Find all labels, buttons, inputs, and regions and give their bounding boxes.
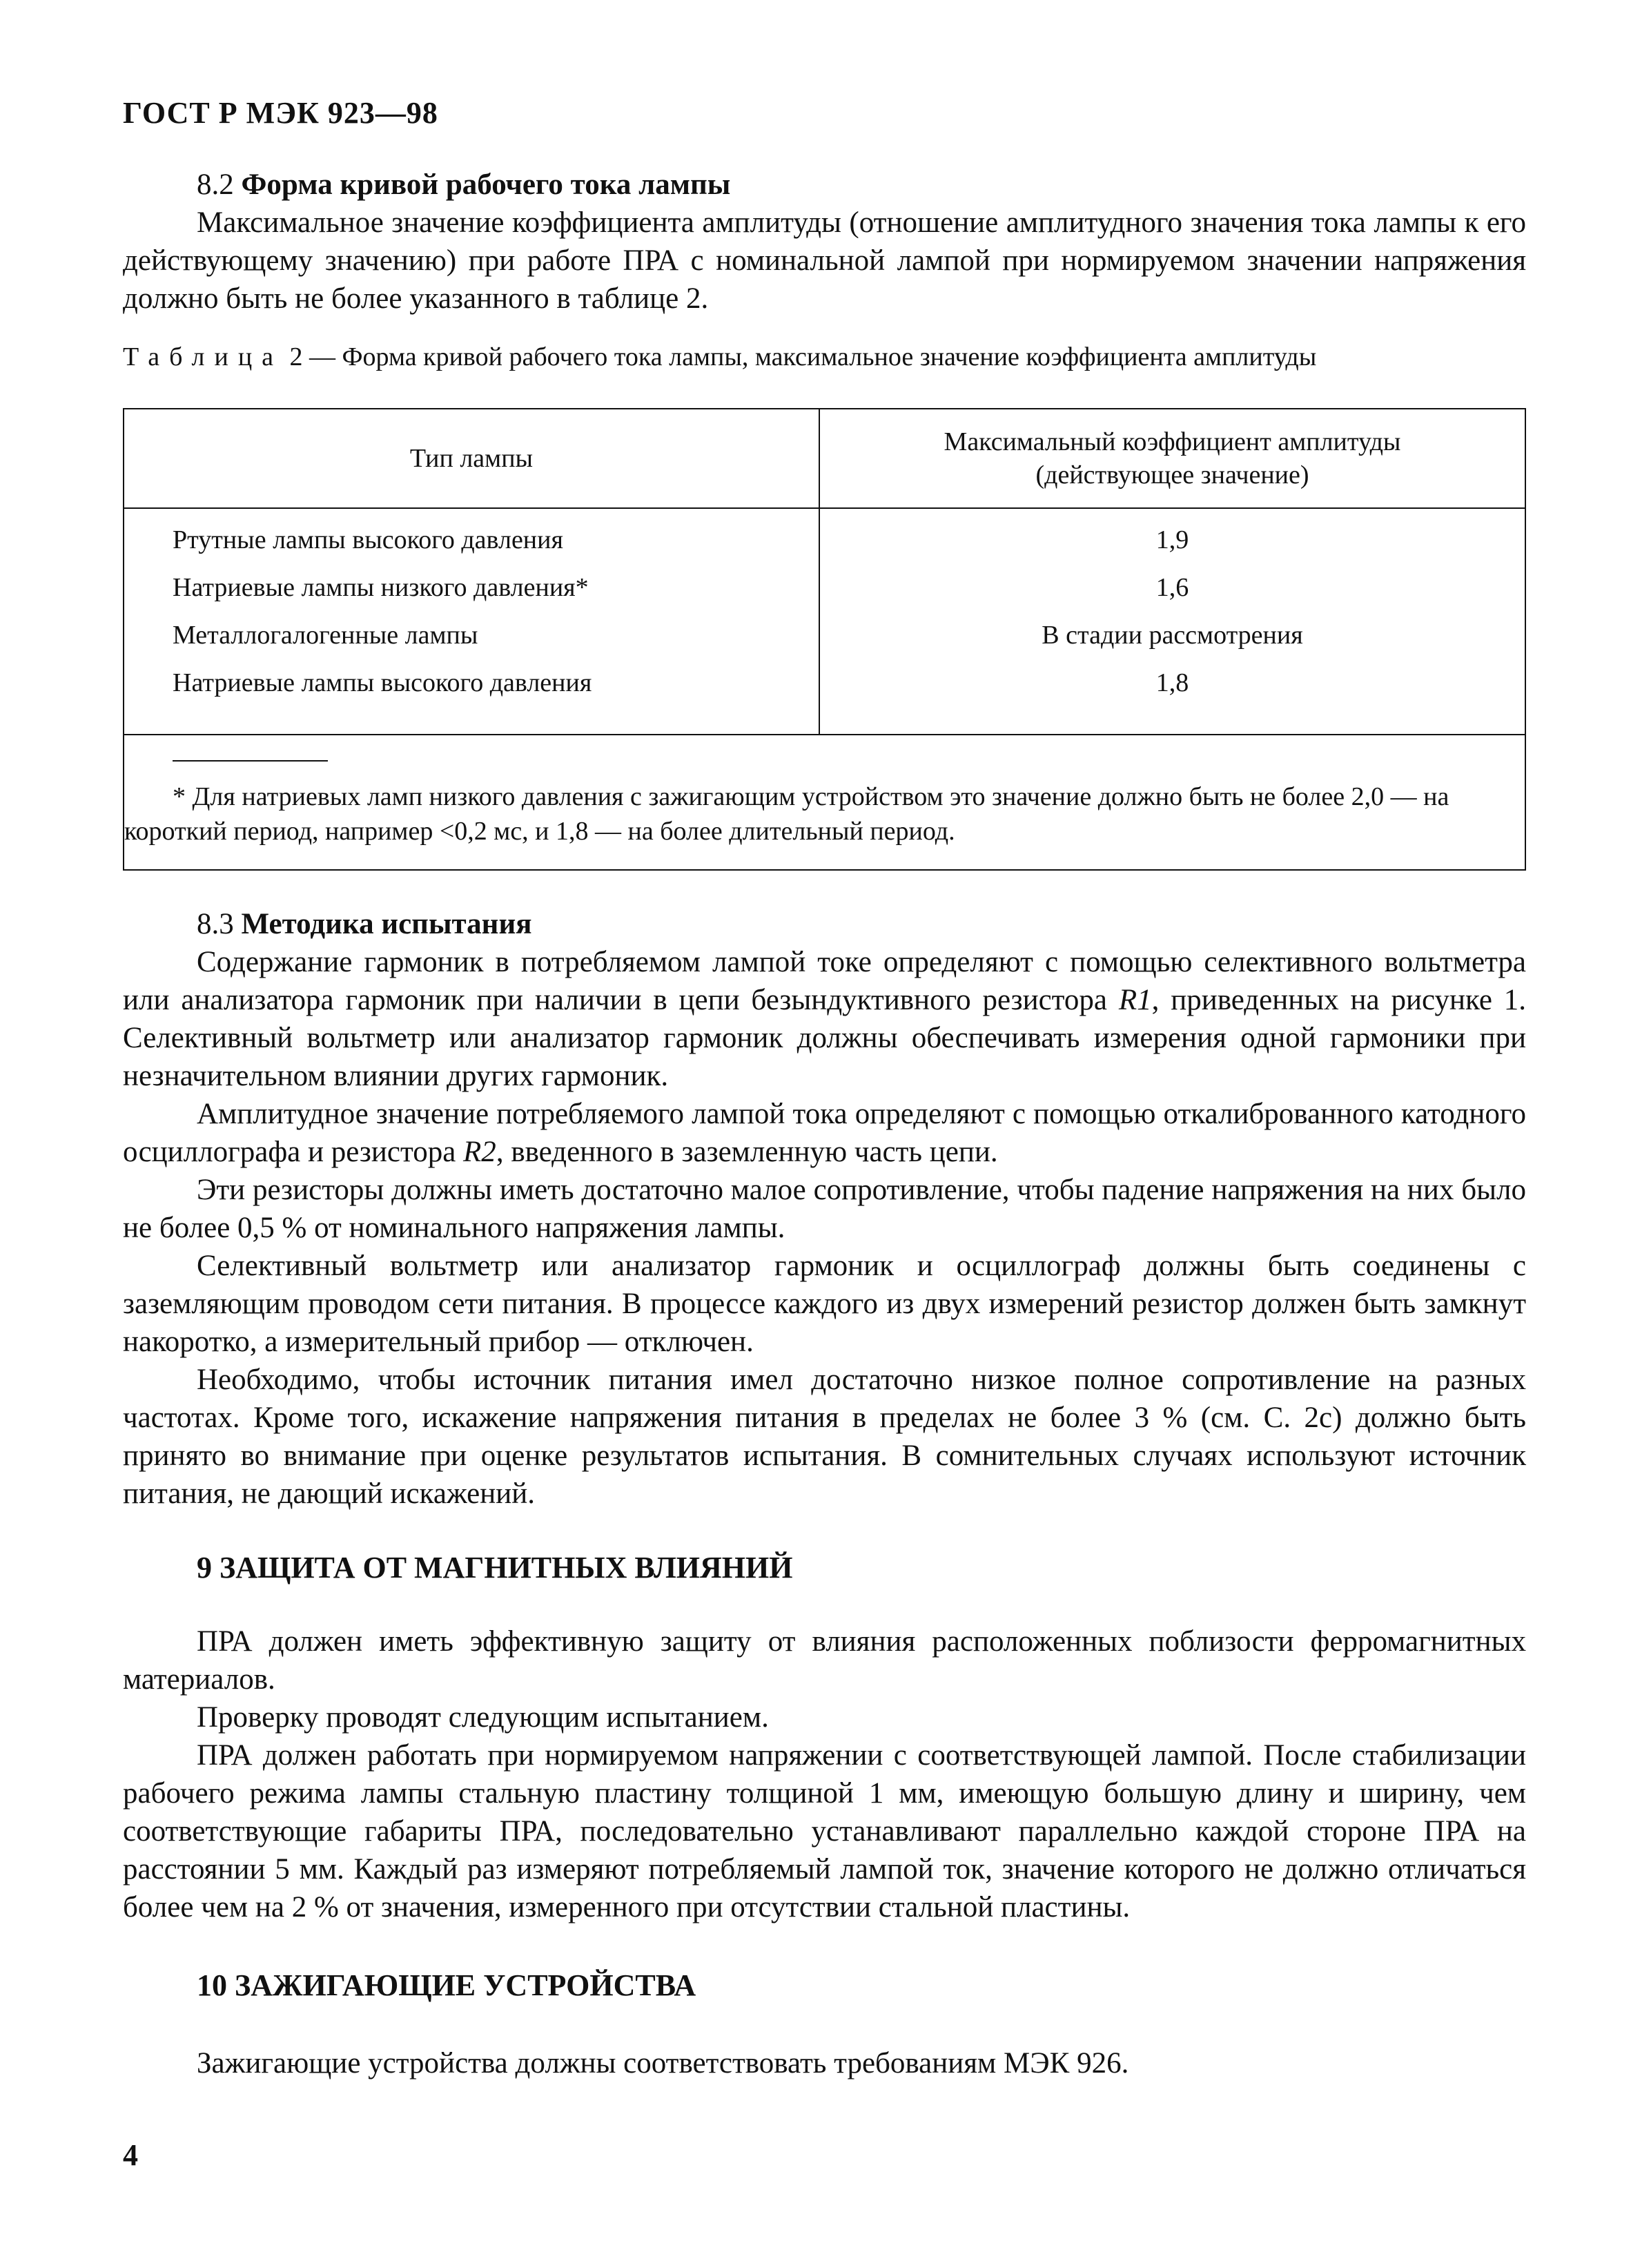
paragraph-8-3-3: Эти резисторы должны иметь достаточно малое сопротивление, чтобы падение напряжения на них было не более 0,5 % от номинального напряжения лампы. — [123, 1174, 1526, 1244]
paragraph-8-3-1 — [123, 943, 1526, 1095]
table-row — [124, 659, 1525, 735]
paragraph-8-3-5: Необходимо, чтобы источник питания имел достаточно низкое полное сопротивление на разных частотах. Кроме того, искажение напряжения питания в пределах не более 3 % (см. С. 2с) должно быть принято во внимание при оценке результатов испытания. В сомнительных случаях используют источник питания, не дающий искажений. — [123, 1364, 1526, 1510]
document-code-header: ГОСТ Р МЭК 923—98 — [123, 96, 438, 130]
cell-crest-factor: В стадии рассмотрения — [819, 611, 1525, 659]
paragraph-text: , введенного в заземленную часть цепи. — [496, 1136, 998, 1168]
paragraph-9-2: Проверку проводят следующим испытанием. — [197, 1701, 769, 1734]
table-row — [124, 611, 1525, 659]
table-caption-label: Таблица — [123, 342, 284, 371]
subsection-number: 8.2 — [197, 168, 234, 201]
subsection-title: Форма кривой рабочего тока лампы — [241, 168, 731, 201]
paragraph-text: , приведенных на рисунке 1. Селективный вольтметр или анализатор гармоник должны обеспечивать измерения одной гармоники при незначительном влиянии других гармоник. — [123, 984, 1527, 1092]
subsection-8-3-heading — [123, 905, 1526, 943]
cell-crest-factor: 1,9 — [819, 508, 1525, 563]
table-row — [124, 563, 1525, 611]
header-crest-factor-line1: Максимальный коэффициент амплитуды — [944, 427, 1401, 456]
page-content — [123, 166, 1526, 2082]
table-footnote: * Для натриевых ламп низкого давления с зажигающим устройством это значение должно быть не более 2,0 — на короткий период, например <0,2 мс, и 1,8 — на более длительный период. — [124, 782, 1449, 846]
cell-lamp-type: Ртутные лампы высокого давления — [124, 508, 819, 563]
paragraph-8-2: Максимальное значение коэффициента амплитуды (отношение амплитудного значения тока лампы к его действующему значению) при работе ПРА с номинальной лампой при нормируемом значении напряжения должно быть не более указанного в таблице 2. — [123, 206, 1526, 315]
footnote-rule — [173, 760, 328, 762]
table-caption — [123, 338, 1526, 376]
table-header-row — [124, 409, 1525, 508]
header-crest-factor — [819, 409, 1525, 508]
table-footnote-cell — [124, 735, 1525, 870]
cell-lamp-type: Натриевые лампы низкого давления* — [124, 563, 819, 611]
header-crest-factor-line2: (действующее значение) — [1035, 461, 1309, 490]
paragraph-8-3-2 — [123, 1095, 1526, 1171]
cell-lamp-type: Металлогалогенные лампы — [124, 611, 819, 659]
subsection-number: 8.3 — [197, 908, 234, 940]
paragraph-text: Амплитудное значение потребляемого лампой тока определяют с помощью откалиброванного катодного осциллографа и резистора — [123, 1098, 1526, 1168]
subsection-title: Методика испытания — [241, 908, 532, 940]
paragraph-10-1: Зажигающие устройства должны соответствовать требованиям МЭК 926. — [197, 2047, 1129, 2080]
section-9-heading: 9 ЗАЩИТА ОТ МАГНИТНЫХ ВЛИЯНИЙ — [197, 1551, 793, 1584]
paragraph-8-3-4: Селективный вольтметр или анализатор гармоник и осциллограф должны быть соединены с заземляющим проводом сети питания. В процессе каждого из двух измерений резистор должен быть замкнут накоротко, а измерительный прибор — отключен. — [123, 1250, 1526, 1358]
paragraph-text: Содержание гармоник в потребляемом лампой токе определяют с помощью селективного вольтметра или анализатора гармоник при наличии в цепи безындуктивного резистора — [123, 946, 1526, 1016]
table-row — [124, 508, 1525, 563]
resistor-r1-label: R1 — [1118, 984, 1152, 1016]
table-caption-text: 2 — Форма кривой рабочего тока лампы, максимальное значение коэффициента амплитуды — [289, 342, 1317, 371]
table-footnote-row — [124, 735, 1525, 870]
subsection-8-2-heading — [123, 166, 1526, 204]
paragraph-9-3: ПРА должен работать при нормируемом напряжении с соответствующей лампой. После стабилизации рабочего режима лампы стальную пластину толщиной 1 мм, имеющую большую длину и ширину, чем соответствующие габариты ПРА, последовательно устанавливают параллельно каждой стороне ПРА на расстоянии 5 мм. Каждый раз измеряют потребляемый лампой ток, значение которого не должно отличаться более чем на 2 % от значения, измеренного при отсутствии стальной пластины. — [123, 1739, 1526, 1923]
cell-lamp-type: Натриевые лампы высокого давления — [124, 659, 819, 735]
header-lamp-type: Тип лампы — [124, 409, 819, 508]
resistor-r2-label: R2 — [463, 1136, 496, 1168]
lamp-crest-factor-table — [123, 408, 1526, 871]
section-10-heading: 10 ЗАЖИГАЮЩИЕ УСТРОЙСТВА — [197, 1968, 696, 2002]
cell-crest-factor: 1,6 — [819, 563, 1525, 611]
paragraph-9-1: ПРА должен иметь эффективную защиту от влияния расположенных поблизости ферромагнитных материалов. — [123, 1625, 1526, 1696]
page-number: 4 — [123, 2138, 138, 2172]
cell-crest-factor: 1,8 — [819, 659, 1525, 735]
